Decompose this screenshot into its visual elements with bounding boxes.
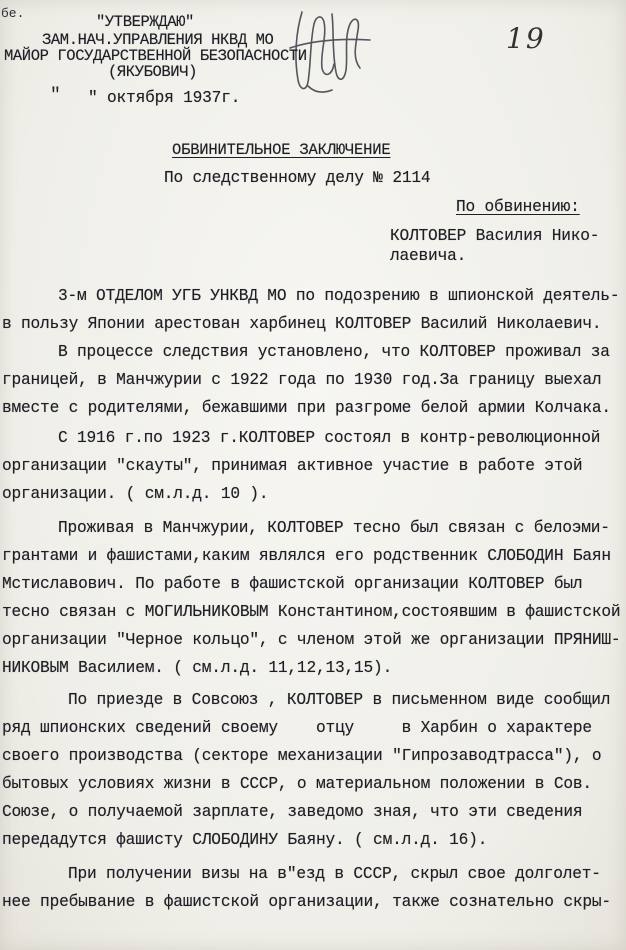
body-line: передадутся фашисту СЛОБОДИНУ Баяну. ( см.л.д. 16). (2, 831, 488, 849)
body-line: границей, в Манчжурии с 1922 года по 1930 год.За границу выехал (2, 371, 602, 389)
accused-name: КОЛТОВЕР Василия Нико- (390, 227, 600, 245)
body-line: НИКОВЫМ Василием. ( см.л.д. 11,12,13,15). (2, 659, 393, 677)
body-line: бытовых условиях жизни в СССР, о материальном положении в Сов. (2, 775, 592, 793)
body-line: нее пребывание в фашистской организации, также сознательно скры- (2, 893, 611, 911)
body-line: вместе с родителями, бежавшими при разгроме белой армии Колчака. (2, 399, 611, 417)
approval-heading: "УТВЕРЖДАЮ" (96, 13, 194, 31)
accused-name-cont: лаевича. (390, 247, 467, 265)
date-open-quote: " (50, 86, 61, 106)
body-line: своего производства (секторе механизации "Гипрозаводтрасса"), о (2, 747, 602, 765)
body-line: ряд шпионских сведений своему отцу в Харбин о характере (2, 719, 592, 737)
body-line: грантами и фашистами,каким являлся его родственник СЛОБОДИН Баян (2, 547, 611, 565)
body-line: организации "Черное кольцо", с членом этой же организации ПРЯНИШ- (2, 631, 621, 649)
document-title: ОБВИНИТЕЛЬНОЕ ЗАКЛЮЧЕНИЕ (172, 141, 391, 159)
body-line: По приезде в Совсоюз , КОЛТОВЕР в письменном виде сообщил (68, 691, 611, 709)
margin-note: бе. (1, 6, 25, 21)
body-line: Проживая в Манчжурии, КОЛТОВЕР тесно был связан с белоэми- (58, 519, 610, 537)
case-number: По следственному делу № 2114 (164, 169, 431, 187)
approval-position: ЗАМ.НАЧ.УПРАВЛЕНИЯ НКВД МО (42, 31, 274, 49)
body-line: тесно связан с МОГИЛЬНИКОВЫМ Константином,состоявшим в фашистской (2, 603, 621, 621)
body-line: При получении визы на в"езд в СССР, скрыл свое долголет- (68, 865, 601, 883)
body-line: С 1916 г.по 1923 г.КОЛТОВЕР состоял в контр-революционной (58, 429, 601, 447)
approval-date: " октября 1937г. (88, 89, 241, 107)
approval-signatory: (ЯКУБОВИЧ) (108, 63, 198, 81)
folio-number: 19 (506, 22, 546, 55)
body-line: организации. ( см.л.д. 10 ). (2, 485, 269, 503)
body-line: В процессе следствия установлено, что КОЛТОВЕР проживал за (58, 343, 610, 361)
body-line: организации "скауты", принимая активное участие в работе этой (2, 457, 583, 475)
body-line: в пользу Японии арестован харбинец КОЛТОВЕР Василий Николаевич. (2, 315, 602, 333)
body-line: 3-м ОТДЕЛОМ УГБ УНКВД МО по подозрению в шпионской деятель- (58, 287, 620, 305)
body-line: Союзе, о получаемой зарплате, заведомо зная, что эти сведения (2, 803, 583, 821)
body-line: Мстиславович. По работе в фашистской организации КОЛТОВЕР был (2, 575, 583, 593)
accusation-label: По обвинению: (456, 198, 580, 216)
approval-rank: МАЙОР ГОСУДАРСТВЕННОЙ БЕЗОПАСНОСТИ (4, 47, 307, 65)
